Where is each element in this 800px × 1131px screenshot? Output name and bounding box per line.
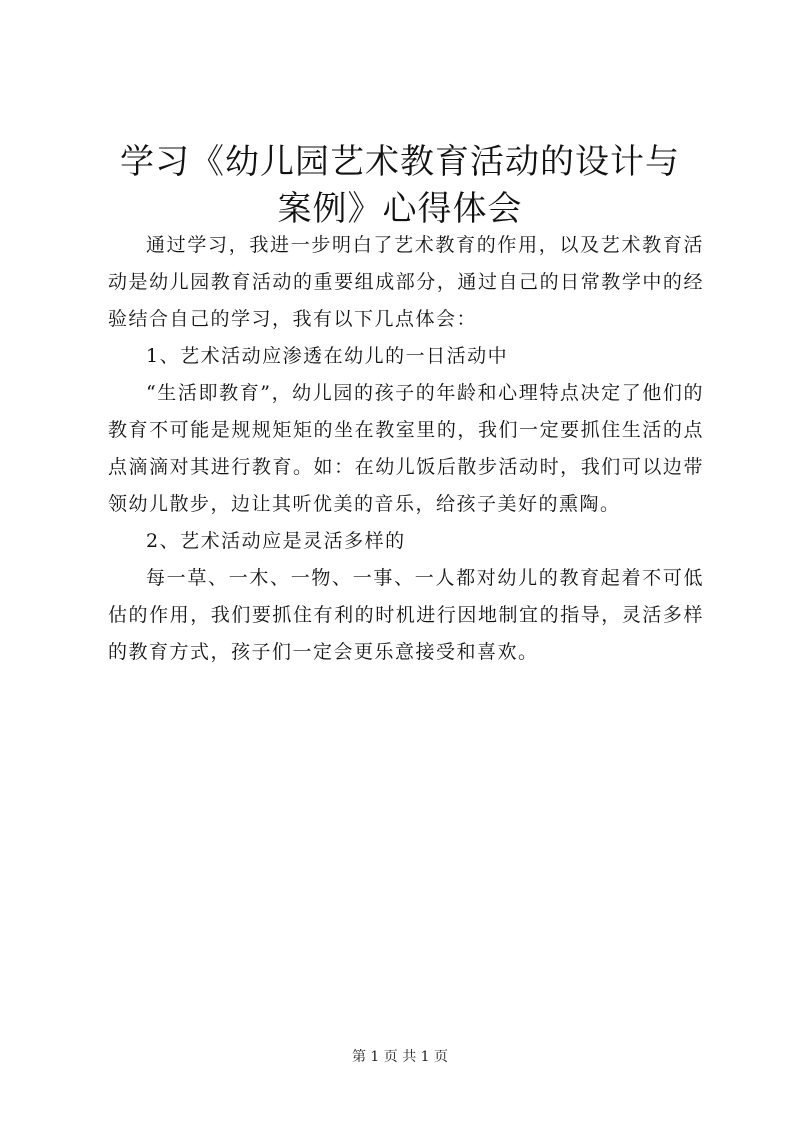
section-paragraph-2: 每一草、一木、一物、一事、一人都对幼儿的教育起着不可低估的作用，我们要抓住有利的时机进行因地制宜的指导，灵活多样的教育方式，孩子们一定会更乐意接受和喜欢。: [108, 567, 704, 663]
page-footer: 第 1 页 共 1 页: [351, 1049, 449, 1065]
document-title: 学习《幼儿园艺术教育活动的设计与案例》心得体会: [120, 142, 680, 229]
section-paragraph-1: “生活即教育”，幼儿园的孩子的年龄和心理特点决定了他们的教育不可能是规规矩矩的坐在教室里的，我们一定要抓住生活的点点滴滴对其进行教育。如：在幼儿饭后散步活动时，我们可以边带领幼儿散步，边让其听优美的音乐，给孩子美好的熏陶。: [108, 382, 704, 515]
intro-paragraph: 通过学习，我进一步明白了艺术教育的作用，以及艺术教育活动是幼儿园教育活动的重要组成部分，通过自己的日常教学中的经验结合自己的学习，我有以下几点体会：: [108, 234, 704, 330]
section-heading-2: 2、艺术活动应是灵活多样的: [146, 530, 406, 552]
section-heading-1: 1、艺术活动应渗透在幼儿的一日活动中: [146, 345, 509, 367]
document-body: [108, 227, 704, 671]
